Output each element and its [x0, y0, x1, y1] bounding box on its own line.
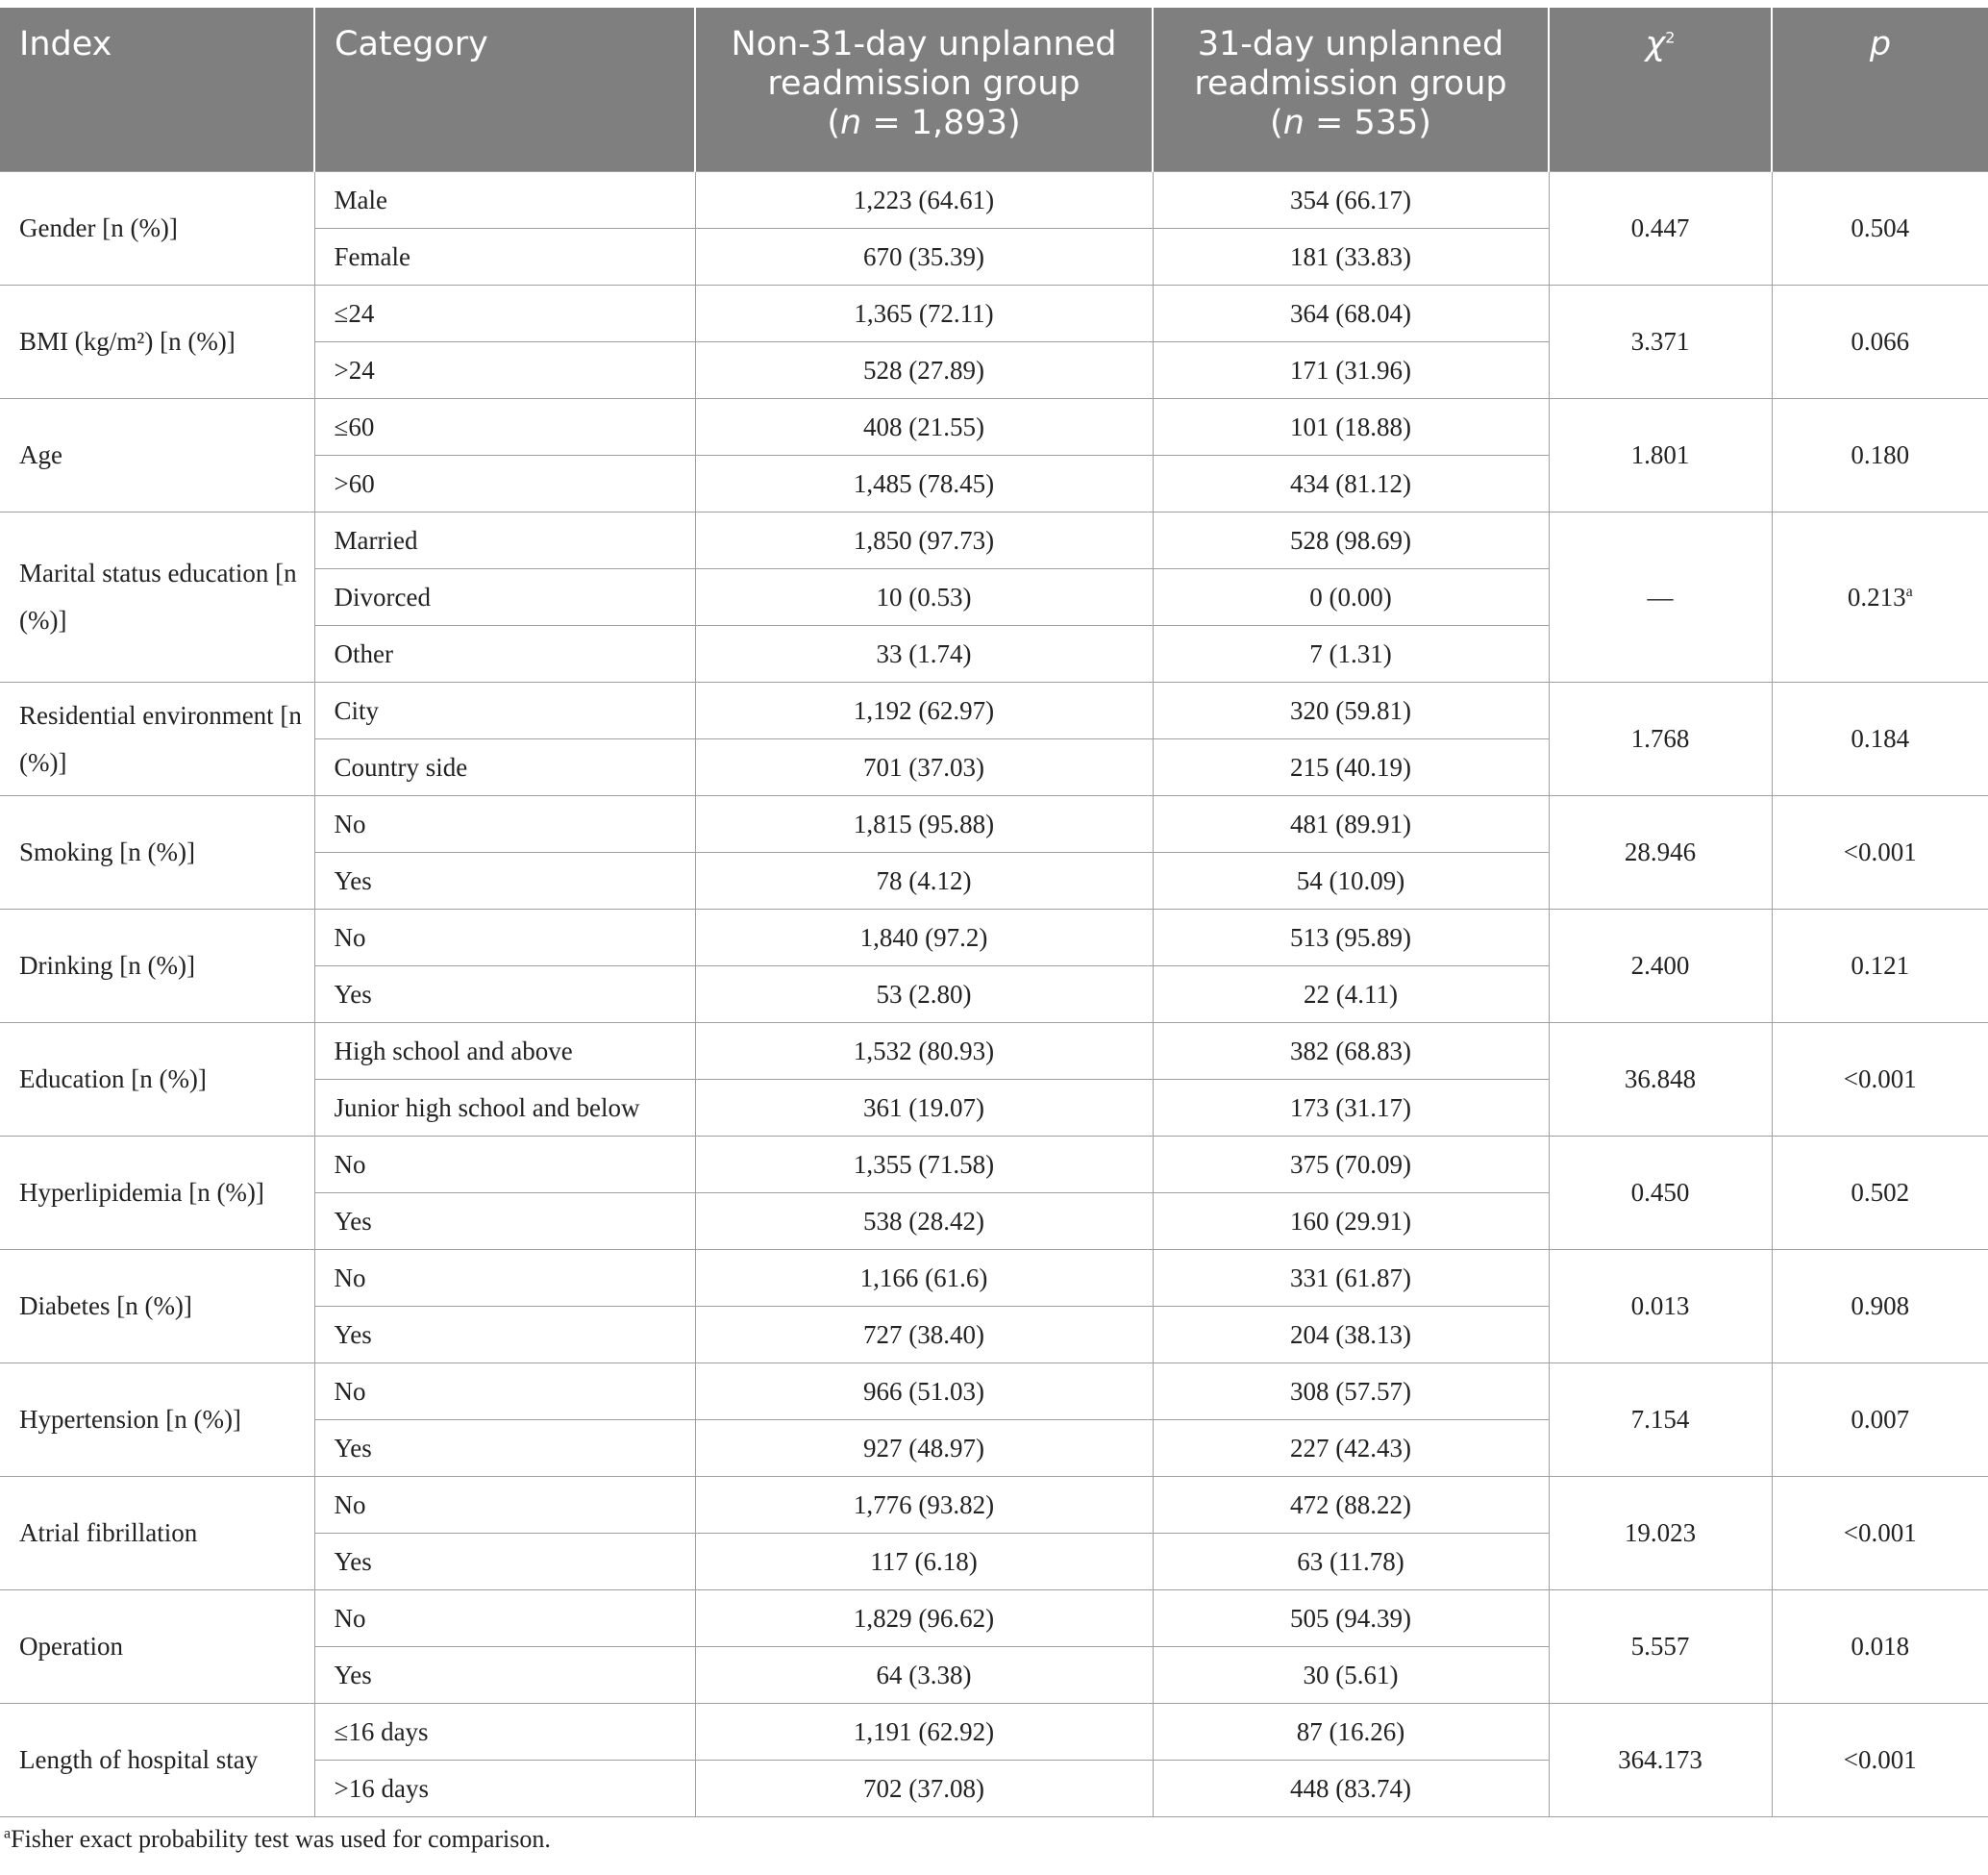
header-chi-superscript: 2 [1665, 28, 1676, 47]
row-category: No [314, 1137, 695, 1193]
cell-p-value [1772, 796, 1988, 910]
cell-group1: 670 (35.39) [695, 229, 1153, 286]
cell-group2: 227 (42.43) [1153, 1420, 1549, 1477]
row-category: No [314, 1477, 695, 1534]
cell-chi-square: 0.013 [1549, 1250, 1772, 1363]
row-category: No [314, 1363, 695, 1420]
cell-group1: 117 (6.18) [695, 1534, 1153, 1590]
row-index-label: Drinking [n (%)] [0, 910, 314, 1023]
row-category: >60 [314, 456, 695, 512]
row-category: No [314, 796, 695, 853]
row-category: High school and above [314, 1023, 695, 1080]
table-row [0, 683, 1988, 739]
data-table [0, 8, 1988, 1817]
cell-group2: 308 (57.57) [1153, 1363, 1549, 1420]
row-index-label: Operation [0, 1590, 314, 1704]
p-value-text: 0.504 [1851, 213, 1910, 242]
row-index-label: BMI (kg/m²) [n (%)] [0, 286, 314, 399]
cell-p-value [1772, 1704, 1988, 1817]
row-index-label: Marital status education [n (%)] [0, 512, 314, 683]
row-category: Yes [314, 1534, 695, 1590]
cell-group1: 1,840 (97.2) [695, 910, 1153, 966]
header-chi-symbol: χ [1645, 25, 1666, 63]
row-category: ≤16 days [314, 1704, 695, 1761]
cell-group1: 1,191 (62.92) [695, 1704, 1153, 1761]
row-index-label: Hypertension [n (%)] [0, 1363, 314, 1477]
cell-group2: 204 (38.13) [1153, 1307, 1549, 1363]
cell-group1: 538 (28.42) [695, 1193, 1153, 1250]
cell-group1: 1,850 (97.73) [695, 512, 1153, 569]
p-value-text: 0.121 [1851, 951, 1910, 980]
cell-group2: 160 (29.91) [1153, 1193, 1549, 1250]
cell-p-value [1772, 1137, 1988, 1250]
header-p-symbol: p [1869, 25, 1892, 63]
p-value-text: 0.184 [1851, 724, 1910, 753]
p-value-text: 0.180 [1851, 440, 1910, 469]
cell-group1: 408 (21.55) [695, 399, 1153, 456]
cell-chi-square: 5.557 [1549, 1590, 1772, 1704]
header-group2-n-value: = 535) [1304, 104, 1431, 142]
cell-group1: 528 (27.89) [695, 342, 1153, 399]
cell-chi-square: 0.447 [1549, 172, 1772, 286]
p-value-text: <0.001 [1843, 1745, 1917, 1774]
cell-group1: 1,776 (93.82) [695, 1477, 1153, 1534]
header-group2-line2: readmission group [1194, 64, 1507, 103]
table-row [0, 1590, 1988, 1647]
row-index-label: Diabetes [n (%)] [0, 1250, 314, 1363]
table-row [0, 910, 1988, 966]
row-category: >16 days [314, 1761, 695, 1817]
table-row [0, 1704, 1988, 1761]
cell-group1: 1,815 (95.88) [695, 796, 1153, 853]
row-index-label: Length of hospital stay [0, 1704, 314, 1817]
p-value-text: 0.018 [1851, 1632, 1910, 1661]
table-row [0, 1363, 1988, 1420]
cell-group2: 101 (18.88) [1153, 399, 1549, 456]
row-category: Junior high school and below [314, 1080, 695, 1137]
header-index: Index [0, 8, 314, 172]
cell-group1: 701 (37.03) [695, 739, 1153, 796]
cell-group2: 364 (68.04) [1153, 286, 1549, 342]
cell-group2: 472 (88.22) [1153, 1477, 1549, 1534]
header-group1-n-letter: n [840, 104, 862, 142]
cell-group2: 0 (0.00) [1153, 569, 1549, 626]
row-index-label: Education [n (%)] [0, 1023, 314, 1137]
row-category: ≤60 [314, 399, 695, 456]
cell-group1: 1,485 (78.45) [695, 456, 1153, 512]
header-group1-line1: Non-31-day unplanned [731, 25, 1117, 63]
cell-chi-square: 0.450 [1549, 1137, 1772, 1250]
cell-group2: 434 (81.12) [1153, 456, 1549, 512]
cell-group2: 513 (95.89) [1153, 910, 1549, 966]
p-value-text: <0.001 [1843, 838, 1917, 866]
cell-group2: 63 (11.78) [1153, 1534, 1549, 1590]
cell-group1: 1,192 (62.97) [695, 683, 1153, 739]
cell-group2: 30 (5.61) [1153, 1647, 1549, 1704]
cell-group1: 1,223 (64.61) [695, 172, 1153, 229]
row-category: Yes [314, 1193, 695, 1250]
cell-group1: 1,829 (96.62) [695, 1590, 1153, 1647]
cell-group1: 1,166 (61.6) [695, 1250, 1153, 1307]
table-row [0, 796, 1988, 853]
cell-group1: 33 (1.74) [695, 626, 1153, 683]
cell-group2: 22 (4.11) [1153, 966, 1549, 1023]
row-category: Male [314, 172, 695, 229]
p-value-text: 0.007 [1851, 1405, 1910, 1434]
cell-group2: 528 (98.69) [1153, 512, 1549, 569]
row-category: Yes [314, 1420, 695, 1477]
footnote-text: Fisher exact probability test was used for comparison. [11, 1825, 551, 1853]
cell-group1: 1,532 (80.93) [695, 1023, 1153, 1080]
row-category: Country side [314, 739, 695, 796]
row-category: Married [314, 512, 695, 569]
cell-chi-square: 28.946 [1549, 796, 1772, 910]
cell-group2: 505 (94.39) [1153, 1590, 1549, 1647]
row-category: No [314, 1250, 695, 1307]
cell-group1: 1,355 (71.58) [695, 1137, 1153, 1193]
cell-group1: 78 (4.12) [695, 853, 1153, 910]
cell-p-value [1772, 286, 1988, 399]
row-category: City [314, 683, 695, 739]
cell-chi-square: 1.768 [1549, 683, 1772, 796]
header-group1-n [706, 104, 1142, 143]
cell-group2: 54 (10.09) [1153, 853, 1549, 910]
row-category: >24 [314, 342, 695, 399]
cell-chi-square: 364.173 [1549, 1704, 1772, 1817]
cell-group2: 382 (68.83) [1153, 1023, 1549, 1080]
cell-group2: 448 (83.74) [1153, 1761, 1549, 1817]
header-group1-n-prefix: ( [827, 104, 841, 142]
table-row [0, 1137, 1988, 1193]
cell-chi-square: — [1549, 512, 1772, 683]
p-value-text: <0.001 [1843, 1518, 1917, 1547]
cell-p-value [1772, 1250, 1988, 1363]
cell-group1: 1,365 (72.11) [695, 286, 1153, 342]
header-category: Category [314, 8, 695, 172]
row-category: Divorced [314, 569, 695, 626]
table-row [0, 1250, 1988, 1307]
row-category: Yes [314, 1647, 695, 1704]
table-row [0, 172, 1988, 229]
cell-p-value [1772, 512, 1988, 683]
cell-group1: 702 (37.08) [695, 1761, 1153, 1817]
p-value-text: 0.213 [1847, 582, 1906, 612]
cell-chi-square: 36.848 [1549, 1023, 1772, 1137]
cell-group2: 87 (16.26) [1153, 1704, 1549, 1761]
cell-p-value [1772, 1023, 1988, 1137]
row-category: Yes [314, 853, 695, 910]
cell-group1: 966 (51.03) [695, 1363, 1153, 1420]
table-row [0, 1477, 1988, 1534]
cell-p-value [1772, 172, 1988, 286]
table-row [0, 1023, 1988, 1080]
cell-group2: 181 (33.83) [1153, 229, 1549, 286]
row-index-label: Hyperlipidemia [n (%)] [0, 1137, 314, 1250]
header-group1-n-value: = 1,893) [861, 104, 1021, 142]
cell-group2: 215 (40.19) [1153, 739, 1549, 796]
row-index-label: Residential environment [n (%)] [0, 683, 314, 796]
cell-group1: 53 (2.80) [695, 966, 1153, 1023]
cell-group2: 481 (89.91) [1153, 796, 1549, 853]
cell-p-value [1772, 1590, 1988, 1704]
cell-group1: 727 (38.40) [695, 1307, 1153, 1363]
cell-group1: 64 (3.38) [695, 1647, 1153, 1704]
row-category: No [314, 1590, 695, 1647]
cell-p-value [1772, 910, 1988, 1023]
cell-chi-square: 19.023 [1549, 1477, 1772, 1590]
cell-p-value [1772, 399, 1988, 512]
header-group2 [1153, 8, 1549, 172]
cell-chi-square: 2.400 [1549, 910, 1772, 1023]
header-group2-n-prefix: ( [1270, 104, 1283, 142]
cell-group2: 331 (61.87) [1153, 1250, 1549, 1307]
header-group1 [695, 8, 1153, 172]
p-value-text: <0.001 [1843, 1064, 1917, 1093]
header-group2-n-letter: n [1282, 104, 1305, 142]
table-row [0, 399, 1988, 456]
table-body [0, 172, 1988, 1817]
cell-group2: 375 (70.09) [1153, 1137, 1549, 1193]
cell-p-value [1772, 1477, 1988, 1590]
cell-group1: 361 (19.07) [695, 1080, 1153, 1137]
row-category: Yes [314, 1307, 695, 1363]
cell-group2: 320 (59.81) [1153, 683, 1549, 739]
cell-group2: 354 (66.17) [1153, 172, 1549, 229]
row-category: Other [314, 626, 695, 683]
row-category: Yes [314, 966, 695, 1023]
cell-chi-square: 7.154 [1549, 1363, 1772, 1477]
table-header [0, 8, 1988, 172]
row-index-label: Gender [n (%)] [0, 172, 314, 286]
p-value-text: 0.908 [1851, 1291, 1910, 1320]
cell-group2: 7 (1.31) [1153, 626, 1549, 683]
cell-p-value [1772, 1363, 1988, 1477]
cell-chi-square: 1.801 [1549, 399, 1772, 512]
row-index-label: Age [0, 399, 314, 512]
header-chi-square [1549, 8, 1772, 172]
footnote [0, 1825, 1988, 1854]
header-group1-line2: readmission group [767, 64, 1081, 103]
cell-p-value [1772, 683, 1988, 796]
cell-group1: 927 (48.97) [695, 1420, 1153, 1477]
header-group2-line1: 31-day unplanned [1197, 25, 1504, 63]
cell-chi-square: 3.371 [1549, 286, 1772, 399]
row-index-label: Smoking [n (%)] [0, 796, 314, 910]
header-group2-n [1163, 104, 1538, 143]
table-row [0, 286, 1988, 342]
p-value-text: 0.066 [1851, 327, 1910, 356]
footnote-marker: a [4, 1825, 12, 1842]
cell-group2: 173 (31.17) [1153, 1080, 1549, 1137]
table-container [0, 8, 1988, 1854]
p-value-footnote-marker: a [1905, 583, 1913, 600]
cell-group2: 171 (31.96) [1153, 342, 1549, 399]
table-row [0, 512, 1988, 569]
p-value-text: 0.502 [1851, 1178, 1910, 1207]
row-category: ≤24 [314, 286, 695, 342]
header-p [1772, 8, 1988, 172]
cell-group1: 10 (0.53) [695, 569, 1153, 626]
row-index-label: Atrial fibrillation [0, 1477, 314, 1590]
row-category: Female [314, 229, 695, 286]
row-category: No [314, 910, 695, 966]
